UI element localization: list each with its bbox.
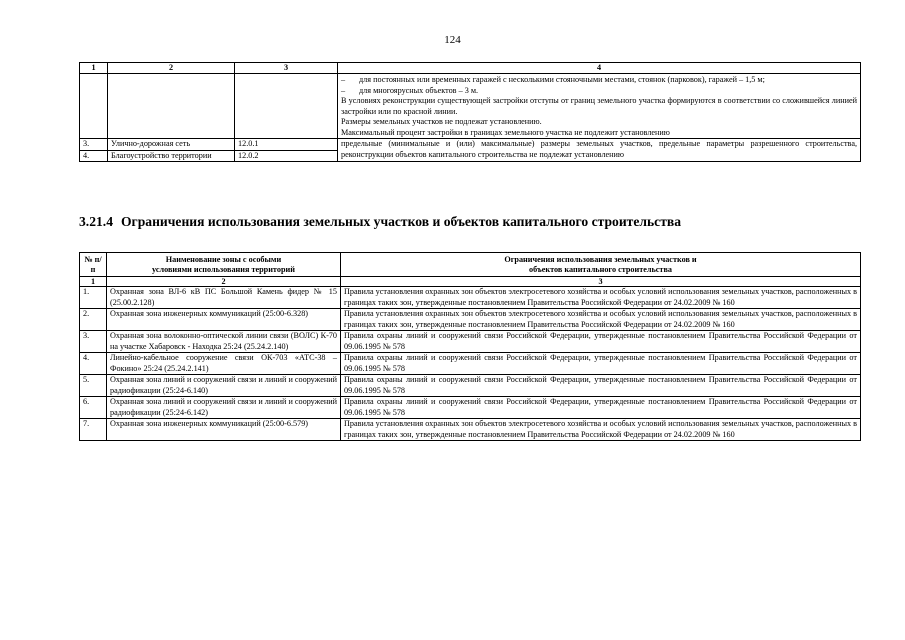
page-number: 124 (444, 34, 461, 46)
index-cell: 2 (107, 277, 341, 287)
row-number: 4. (80, 150, 108, 162)
row-number: 7. (80, 419, 107, 441)
land-use-name: Улично-дорожная сеть (108, 139, 235, 151)
table-row (80, 353, 861, 375)
header-cell: 1 (80, 63, 108, 74)
zone-name: Охранная зона ВЛ-6 кВ ПС Большой Камень фидер № 15 (25.00.2.128) (107, 287, 341, 309)
section-title: Ограничения использования земельных участков и объектов капитального строительства (120, 214, 682, 229)
row-number: 2. (80, 309, 107, 331)
paragraph: Максимальный процент застройки в границах земельного участка не подлежит установлению (341, 127, 670, 137)
zone-name: Охранная зона линий и сооружений связи и линий и сооружений радиофикации (25:24-6.140) (107, 375, 341, 397)
zone-name: Охранная зона волоконно-оптической линии связи (ВОЛС) К-70 на участке Хабаровск - Находка 25:24 (25.24.2.140) (107, 331, 341, 353)
header-num: № п/п (80, 253, 107, 277)
row-number: 6. (80, 397, 107, 419)
land-use-name: Благоустройство территории (108, 150, 235, 162)
table-row (80, 309, 861, 331)
table-row (80, 74, 861, 139)
restriction-rule: Правила охраны линий и сооружений связи Российской Федерации, утвержденные постановлением Правительства Российской Федерации от 09.06.1995 № 578 (341, 397, 861, 419)
zone-name: Охранная зона линий и сооружений связи и линий и сооружений радиофикации (25:24-6.142) (107, 397, 341, 419)
table-row (80, 139, 861, 151)
restriction-rule: Правила охраны линий и сооружений связи Российской Федерации, утвержденные постановлением Правительства Российской Федерации от 09.06.1995 № 578 (341, 353, 861, 375)
row-number: 1. (80, 287, 107, 309)
list-item: – для постоянных или временных гаражей с несколькими стояночными местами, стоянок (парковок), гаражей – 1,5 м; (341, 75, 765, 84)
land-use-code: 12.0.2 (235, 150, 338, 162)
index-cell: 3 (341, 277, 861, 287)
paragraph: Размеры земельных участков не подлежат установлению. (341, 117, 542, 126)
header-restrictions: Ограничения использования земельных участков и объектов капитального строительства (341, 253, 861, 277)
row-number: 4. (80, 353, 107, 375)
land-use-table (79, 62, 861, 162)
header-zone: Наименование зоны с особыми условиями использования территорий (107, 253, 341, 277)
paragraph: В условиях реконструкции существующей застройки отступы от границ земельного участка формируются в соответствии со сложившейся линией застройки или по красной линии. (341, 96, 857, 116)
restriction-rule: Правила установления охранных зон объектов электросетевого хозяйства и особых условий использования земельных участков, расположенных в границах таких зон, утвержденные постановлением Правительства Российской Федерации от 24.02.2009 № 160 (341, 309, 861, 331)
table-row (80, 375, 861, 397)
table-row (80, 331, 861, 353)
restriction-rule: Правила установления охранных зон объектов электросетевого хозяйства и особых условий использования земельных участков, расположенных в границах таких зон, утвержденные постановлением Правительства Российской Федерации от 24.02.2009 № 160 (341, 287, 861, 309)
table-header-row (80, 63, 861, 74)
header-cell: 2 (108, 63, 235, 74)
section-heading (79, 214, 879, 230)
header-cell: 3 (235, 63, 338, 74)
row-number: 5. (80, 375, 107, 397)
restrictions-table (79, 252, 861, 441)
row-number: 3. (80, 139, 108, 151)
restriction-rule: Правила охраны линий и сооружений связи Российской Федерации, утвержденные постановлением Правительства Российской Федерации от 09.06.1995 № 578 (341, 375, 861, 397)
zone-name: Охранная зона инженерных коммуникаций (25:00-6.328) (107, 309, 341, 331)
zone-name: Линейно-кабельное сооружение связи ОК-703 «АТС-38 – Фокино» 25:24 (25.24.2.141) (107, 353, 341, 375)
section-number: 3.21.4 (79, 214, 113, 229)
table-header-row (80, 253, 861, 277)
land-use-code: 12.0.1 (235, 139, 338, 151)
table-row (80, 397, 861, 419)
index-cell: 1 (80, 277, 107, 287)
restriction-rule: Правила установления охранных зон объектов электросетевого хозяйства и особых условий использования земельных участков, расположенных в границах таких зон, утвержденные постановлением Правительства Российской Федерации от 24.02.2009 № 160 (341, 419, 861, 441)
index-row (80, 277, 861, 287)
list-item: – для многоярусных объектов – 3 м. (341, 85, 479, 95)
table-row (80, 419, 861, 441)
zone-name: Охранная зона инженерных коммуникаций (25:00-6.579) (107, 419, 341, 441)
restriction-rule: Правила охраны линий и сооружений связи Российской Федерации, утвержденные постановлением Правительства Российской Федерации от 09.06.1995 № 578 (341, 331, 861, 353)
table-row (80, 287, 861, 309)
header-cell: 4 (338, 63, 861, 74)
row-number: 3. (80, 331, 107, 353)
merged-parameters-cell: предельные (минимальные и (или) максимальные) размеры земельных участков, предельные параметры разрешенного строительства, реконструкции объектов капитального строительства не подлежат установлению (338, 139, 861, 162)
parameters-cell (338, 74, 861, 139)
